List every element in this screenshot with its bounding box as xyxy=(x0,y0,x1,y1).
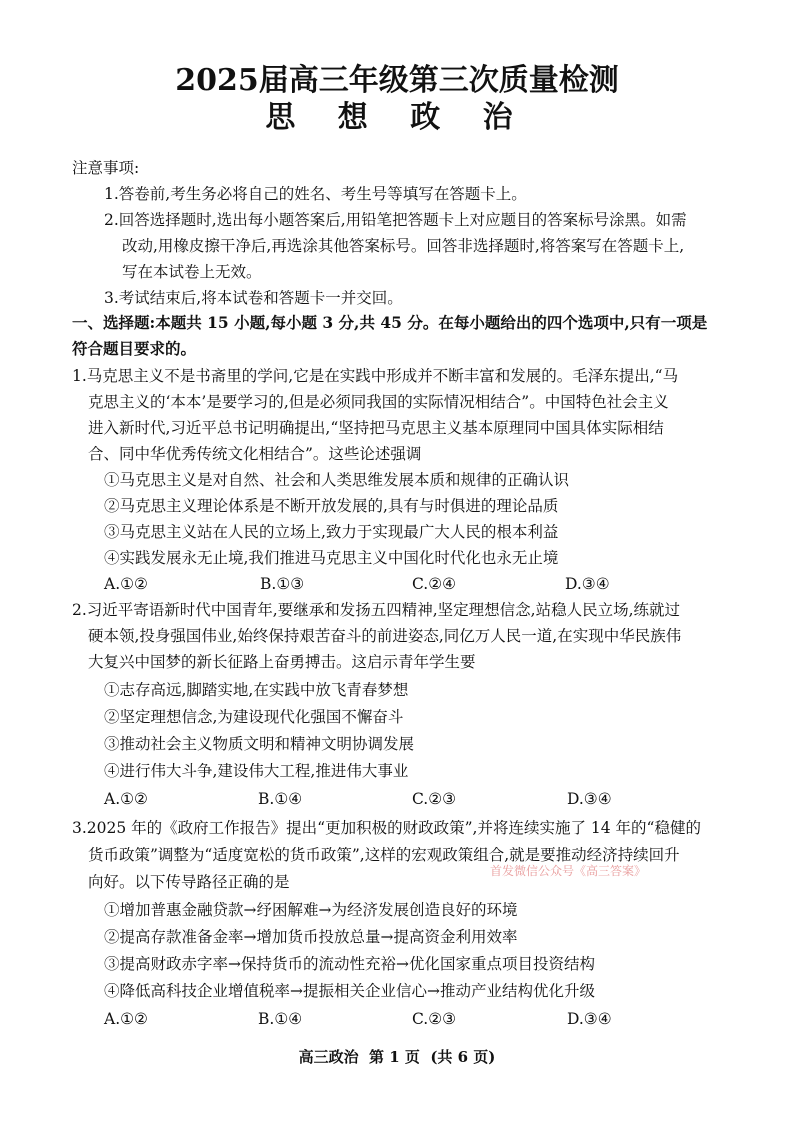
notice-item: 2.回答选择题时,选出每小题答案后,用铅笔把答题卡上对应题目的答案标号涂黑。如需 xyxy=(104,211,687,229)
question-stem: 合、同中华优秀传统文化相结合”。这些论述强调 xyxy=(88,445,422,463)
notice-item: 写在本试卷上无效。 xyxy=(122,263,262,281)
statement: ④降低高科技企业增值税率→提振相关企业信心→推动产业结构优化升级 xyxy=(104,982,595,1000)
option-b: B.①③ xyxy=(260,575,305,593)
statement: ②马克思主义理论体系是不断开放发展的,具有与时俱进的理论品质 xyxy=(104,497,559,515)
option-d: D.③④ xyxy=(567,1010,612,1028)
statement: ④进行伟大斗争,建设伟大工程,推进伟大事业 xyxy=(104,762,409,780)
notice-item: 1.答卷前,考生务必将自己的姓名、考生号等填写在答题卡上。 xyxy=(104,185,527,203)
notice-item: 3.考试结束后,将本试卷和答题卡一并交回。 xyxy=(104,289,403,307)
statement: ③提高财政赤字率→保持货币的流动性充裕→优化国家重点项目投资结构 xyxy=(104,955,595,973)
option-a: A.①② xyxy=(104,1010,148,1028)
subject-title: 思 想 政 治 xyxy=(265,100,529,135)
option-c: C.②④ xyxy=(412,575,457,593)
option-c: C.②③ xyxy=(412,790,457,808)
question-stem: 克思主义的‘本本’是要学习的,但是必须同我国的实际情况相结合”。中国特色社会主义 xyxy=(88,393,669,411)
question-stem: 货币政策”调整为“适度宽松的货币政策”,这样的宏观政策组合,就是要推动经济持续回升 xyxy=(88,846,680,864)
question-stem: 2.习近平寄语新时代中国青年,要继承和发扬五四精神,坚定理想信念,站稳人民立场,练就过 xyxy=(72,601,680,619)
statement: ④实践发展永无止境,我们推进马克思主义中国化时代化也永无止境 xyxy=(104,549,559,567)
statement: ②坚定理想信念,为建设现代化强国不懈奋斗 xyxy=(104,708,404,726)
option-d: D.③④ xyxy=(565,575,610,593)
page-footer: 高三政治 第 1 页 (共 6 页) xyxy=(298,1048,496,1066)
statement: ①马克思主义是对自然、社会和人类思维发展本质和规律的正确认识 xyxy=(104,471,570,489)
statement: ①志存高远,脚踏实地,在实践中放飞青春梦想 xyxy=(104,681,409,699)
question-stem: 进入新时代,习近平总书记明确提出,“坚持把马克思主义基本原理同中国具体实际相结 xyxy=(88,419,664,437)
notice-heading: 注意事项: xyxy=(72,159,140,177)
question-stem: 3.2025 年的《政府工作报告》提出“更加积极的财政政策”,并将连续实施了 14 年的“稳健的 xyxy=(72,819,701,837)
option-b: B.①④ xyxy=(258,1010,303,1028)
statement: ①增加普惠金融贷款→纾困解难→为经济发展创造良好的环境 xyxy=(104,901,518,919)
option-a: A.①② xyxy=(104,575,148,593)
question-stem: 1.马克思主义不是书斋里的学问,它是在实践中形成并不断丰富和发展的。毛泽东提出,“马 xyxy=(72,367,679,385)
watermark-text: 首发微信公众号《高三答案》 xyxy=(490,864,647,878)
section-heading: 一、选择题:本题共 15 小题,每小题 3 分,共 45 分。在每小题给出的四个选项中,只有一项是 xyxy=(72,313,708,332)
exam-title: 2025届高三年级第三次质量检测 xyxy=(175,63,619,98)
question-stem: 向好。以下传导路径正确的是 xyxy=(88,873,290,891)
statement: ③推动社会主义物质文明和精神文明协调发展 xyxy=(104,735,415,753)
notice-item: 改动,用橡皮擦干净后,再选涂其他答案标号。回答非选择题时,将答案写在答题卡上, xyxy=(122,237,685,255)
option-a: A.①② xyxy=(104,790,148,808)
section-heading-cont: 符合题目要求的。 xyxy=(72,339,197,358)
statement: ②提高存款准备金率→增加货币投放总量→提高资金利用效率 xyxy=(104,928,518,946)
option-c: C.②③ xyxy=(412,1010,457,1028)
option-b: B.①④ xyxy=(258,790,303,808)
question-stem: 硬本领,投身强国伟业,始终保持艰苦奋斗的前进姿态,同亿万人民一道,在实现中华民族伟 xyxy=(88,627,682,645)
question-stem: 大复兴中国梦的新长征路上奋勇搏击。这启示青年学生要 xyxy=(88,653,476,671)
statement: ③马克思主义站在人民的立场上,致力于实现最广大人民的根本利益 xyxy=(104,523,559,541)
option-d: D.③④ xyxy=(567,790,612,808)
